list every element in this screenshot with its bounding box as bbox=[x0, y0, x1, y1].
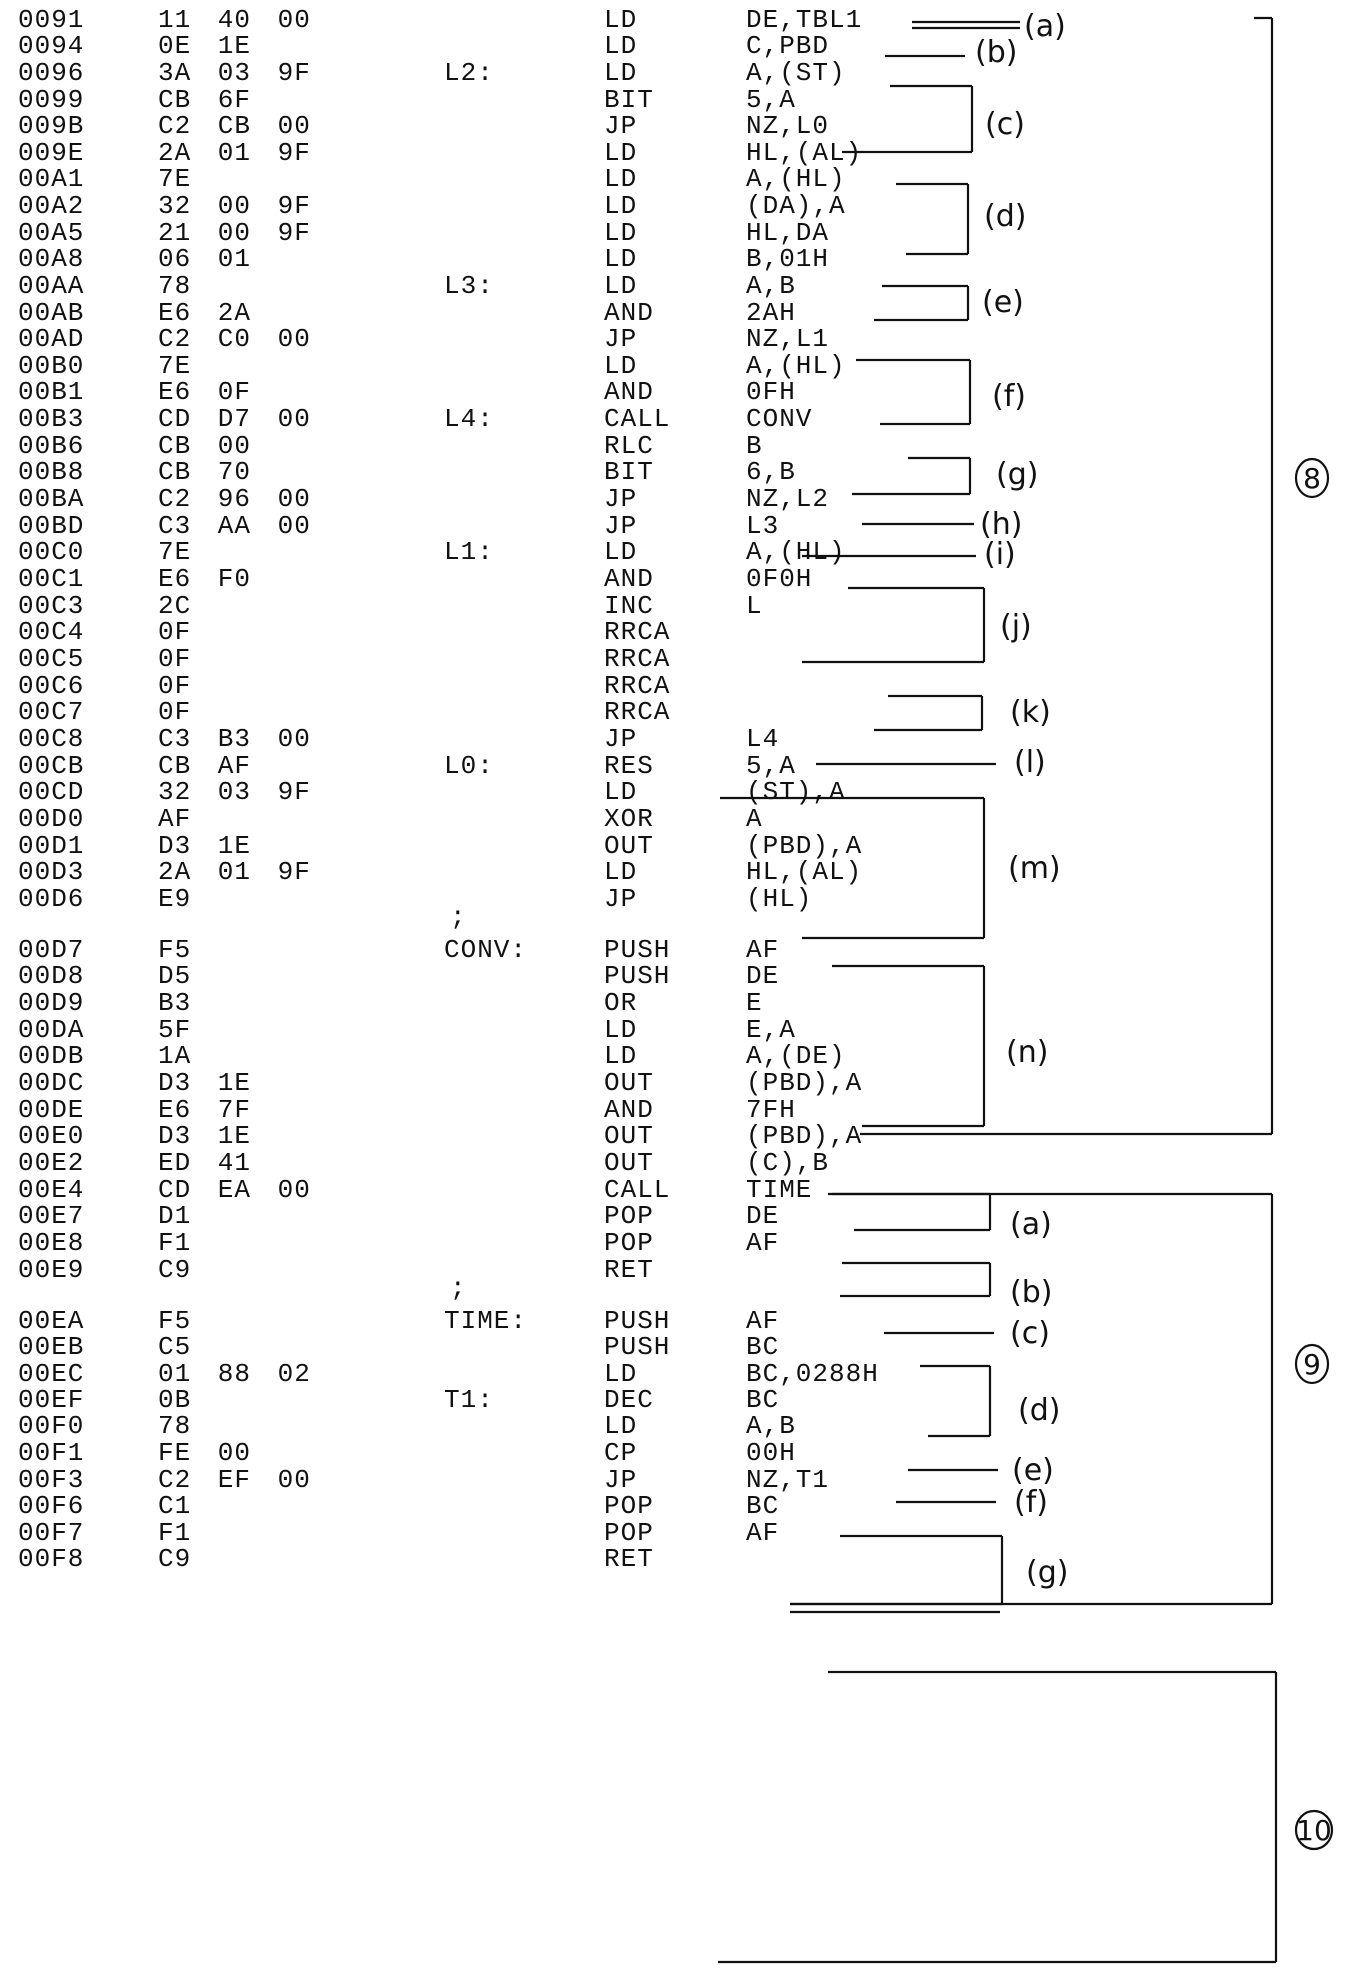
code-op: BIT bbox=[604, 457, 654, 487]
code-arg: A bbox=[746, 804, 763, 834]
annotation-label: (f) bbox=[992, 379, 1026, 414]
code-code: 06 01 bbox=[158, 244, 252, 274]
code-arg: DE bbox=[746, 1201, 780, 1231]
code-addr: 00DE bbox=[18, 1095, 85, 1125]
annotation-label: (g) bbox=[1026, 1555, 1069, 1590]
code-addr: 00E7 bbox=[18, 1201, 85, 1231]
code-addr: 00DA bbox=[18, 1015, 85, 1045]
code-arg: TIME bbox=[746, 1175, 813, 1205]
code-code: 32 03 9F bbox=[158, 777, 311, 807]
code-code: 21 00 9F bbox=[158, 218, 311, 248]
code-addr: 00F3 bbox=[18, 1465, 85, 1495]
annotation-label: (f) bbox=[1014, 1485, 1048, 1520]
code-op: LD bbox=[604, 5, 638, 35]
code-op: RLC bbox=[604, 431, 654, 461]
code-addr: 00D0 bbox=[18, 804, 85, 834]
code-op: LD bbox=[604, 58, 638, 88]
code-label: L4: bbox=[444, 404, 494, 434]
annotation-label: (d) bbox=[1018, 1393, 1061, 1428]
code-code: 2C bbox=[158, 591, 192, 621]
code-arg: 6,B bbox=[746, 457, 796, 487]
code-addr: 00C3 bbox=[18, 591, 85, 621]
code-addr: 00E2 bbox=[18, 1148, 85, 1178]
code-op: INC bbox=[604, 591, 654, 621]
annotation-label: (j) bbox=[1000, 609, 1032, 644]
code-code: CD D7 00 bbox=[158, 404, 311, 434]
code-label: TIME: bbox=[444, 1306, 528, 1336]
code-op: RRCA bbox=[604, 671, 671, 701]
code-addr: 00C8 bbox=[18, 724, 85, 754]
code-arg: BC bbox=[746, 1332, 780, 1362]
code-code: 0F bbox=[158, 644, 192, 674]
code-code: 11 40 00 bbox=[158, 5, 311, 35]
code-addr: 00F6 bbox=[18, 1491, 85, 1521]
code-arg: CONV bbox=[746, 404, 813, 434]
code-addr: 00D9 bbox=[18, 988, 85, 1018]
code-addr: 00F8 bbox=[18, 1544, 85, 1574]
code-arg: A,(HL) bbox=[746, 164, 846, 194]
code-addr: 009E bbox=[18, 138, 85, 168]
annotation-label: (e) bbox=[1012, 1453, 1054, 1488]
code-arg: A,(HL) bbox=[746, 351, 846, 381]
code-code: C3 B3 00 bbox=[158, 724, 311, 754]
code-addr: 00CB bbox=[18, 751, 85, 781]
code-code: E6 7F bbox=[158, 1095, 252, 1125]
code-addr: 00B8 bbox=[18, 457, 85, 487]
code-code: 3A 03 9F bbox=[158, 58, 311, 88]
code-code: CD EA 00 bbox=[158, 1175, 311, 1205]
code-arg: B,01H bbox=[746, 244, 830, 274]
code-addr: 00F7 bbox=[18, 1518, 85, 1548]
code-addr: 00B3 bbox=[18, 404, 85, 434]
code-code: FE 00 bbox=[158, 1438, 252, 1468]
code-arg: BC bbox=[746, 1385, 780, 1415]
code-addr: 00A2 bbox=[18, 191, 85, 221]
code-op: LD bbox=[604, 537, 638, 567]
code-op: LD bbox=[604, 218, 638, 248]
code-addr: 00BA bbox=[18, 484, 85, 514]
code-addr: 0091 bbox=[18, 5, 85, 35]
code-code: F1 bbox=[158, 1518, 192, 1548]
code-arg: L3 bbox=[746, 511, 780, 541]
code-code: F5 bbox=[158, 935, 192, 965]
code-op: POP bbox=[604, 1491, 654, 1521]
code-addr: 0094 bbox=[18, 31, 85, 61]
code-code: AF bbox=[158, 804, 192, 834]
code-code: C1 bbox=[158, 1491, 192, 1521]
block-number-10: 10 bbox=[1296, 1814, 1332, 1847]
code-addr: 00AD bbox=[18, 324, 85, 354]
code-addr: 00C5 bbox=[18, 644, 85, 674]
code-op: POP bbox=[604, 1201, 654, 1231]
code-addr: 00D6 bbox=[18, 884, 85, 914]
code-op: PUSH bbox=[604, 1332, 671, 1362]
code-arg: 0F0H bbox=[746, 564, 813, 594]
code-op: LD bbox=[604, 1359, 638, 1389]
code-addr: 009B bbox=[18, 111, 85, 141]
annotation-label: (b) bbox=[975, 35, 1018, 70]
code-code: ED 41 bbox=[158, 1148, 252, 1178]
code-code: C2 CB 00 bbox=[158, 111, 311, 141]
code-op: AND bbox=[604, 564, 654, 594]
block-number-9: 9 bbox=[1303, 1348, 1321, 1381]
code-code: 7E bbox=[158, 537, 192, 567]
code-op: OUT bbox=[604, 1068, 654, 1098]
code-op: JP bbox=[604, 1465, 638, 1495]
code-label: L0: bbox=[444, 751, 494, 781]
code-addr: 00CD bbox=[18, 777, 85, 807]
code-addr: 00C0 bbox=[18, 537, 85, 567]
code-code: C2 96 00 bbox=[158, 484, 311, 514]
annotation-label: (a) bbox=[1024, 9, 1066, 44]
code-addr: 00E8 bbox=[18, 1228, 85, 1258]
code-addr: 00BD bbox=[18, 511, 85, 541]
code-addr: 00C1 bbox=[18, 564, 85, 594]
code-label: L3: bbox=[444, 271, 494, 301]
annotation-label: (k) bbox=[1010, 695, 1051, 730]
annotation-label: (g) bbox=[996, 457, 1039, 492]
code-addr: 0099 bbox=[18, 85, 85, 115]
code-code: CB 6F bbox=[158, 85, 252, 115]
code-code: B3 bbox=[158, 988, 192, 1018]
code-op: XOR bbox=[604, 804, 654, 834]
code-code: F5 bbox=[158, 1306, 192, 1336]
code-op: POP bbox=[604, 1518, 654, 1548]
code-op: RET bbox=[604, 1255, 654, 1285]
code-code: 2A 01 9F bbox=[158, 857, 311, 887]
code-arg: (PBD),A bbox=[746, 1068, 863, 1098]
code-addr: 00C7 bbox=[18, 697, 85, 727]
code-op: RET bbox=[604, 1544, 654, 1574]
code-arg: A,B bbox=[746, 1411, 796, 1441]
code-addr: 00F1 bbox=[18, 1438, 85, 1468]
code-addr: 00E4 bbox=[18, 1175, 85, 1205]
code-addr: 00C4 bbox=[18, 617, 85, 647]
code-code: C5 bbox=[158, 1332, 192, 1362]
annotation-label: (c) bbox=[1010, 1316, 1050, 1351]
code-op: LD bbox=[604, 1411, 638, 1441]
code-addr: 00A1 bbox=[18, 164, 85, 194]
code-op: LD bbox=[604, 138, 638, 168]
annotation-label: (d) bbox=[984, 199, 1027, 234]
code-code: E6 0F bbox=[158, 377, 252, 407]
code-op: POP bbox=[604, 1228, 654, 1258]
code-op: LD bbox=[604, 31, 638, 61]
code-label: L1: bbox=[444, 537, 494, 567]
code-arg: 2AH bbox=[746, 298, 796, 328]
code-addr: 00D8 bbox=[18, 961, 85, 991]
code-code: D1 bbox=[158, 1201, 192, 1231]
code-op: CP bbox=[604, 1438, 638, 1468]
code-code: C2 C0 00 bbox=[158, 324, 311, 354]
code-code: CB 00 bbox=[158, 431, 252, 461]
section-separator: ; bbox=[450, 902, 466, 932]
code-op: LD bbox=[604, 777, 638, 807]
code-op: AND bbox=[604, 1095, 654, 1125]
code-label: CONV: bbox=[444, 935, 528, 965]
annotation-label: (c) bbox=[985, 107, 1025, 142]
code-arg: 7FH bbox=[746, 1095, 796, 1125]
code-arg: (DA),A bbox=[746, 191, 846, 221]
code-addr: 00B6 bbox=[18, 431, 85, 461]
code-arg: (PBD),A bbox=[746, 831, 863, 861]
code-code: 7E bbox=[158, 351, 192, 381]
code-op: LD bbox=[604, 271, 638, 301]
code-code: 78 bbox=[158, 271, 192, 301]
code-addr: 00A5 bbox=[18, 218, 85, 248]
code-arg: HL,(AL) bbox=[746, 138, 863, 168]
annotation-label: (m) bbox=[1008, 851, 1061, 886]
code-code: C9 bbox=[158, 1544, 192, 1574]
code-code: C9 bbox=[158, 1255, 192, 1285]
code-op: CALL bbox=[604, 1175, 671, 1205]
code-addr: 00B0 bbox=[18, 351, 85, 381]
code-arg: NZ,L0 bbox=[746, 111, 830, 141]
code-code: E6 F0 bbox=[158, 564, 252, 594]
code-arg: E,A bbox=[746, 1015, 796, 1045]
code-code: C3 AA 00 bbox=[158, 511, 311, 541]
code-arg: AF bbox=[746, 935, 780, 965]
code-op: LD bbox=[604, 244, 638, 274]
code-addr: 00EC bbox=[18, 1359, 85, 1389]
code-op: BIT bbox=[604, 85, 654, 115]
code-addr: 0096 bbox=[18, 58, 85, 88]
code-code: 32 00 9F bbox=[158, 191, 311, 221]
code-arg: B bbox=[746, 431, 763, 461]
code-op: JP bbox=[604, 324, 638, 354]
code-code: CB AF bbox=[158, 751, 252, 781]
code-op: RRCA bbox=[604, 697, 671, 727]
code-addr: 00D1 bbox=[18, 831, 85, 861]
code-op: OR bbox=[604, 988, 638, 1018]
code-code: D3 1E bbox=[158, 1121, 252, 1151]
code-arg: (PBD),A bbox=[746, 1121, 863, 1151]
code-arg: DE,TBL1 bbox=[746, 5, 863, 35]
code-arg: A,(HL) bbox=[746, 537, 846, 567]
code-op: PUSH bbox=[604, 935, 671, 965]
code-addr: 00DC bbox=[18, 1068, 85, 1098]
code-op: RRCA bbox=[604, 644, 671, 674]
code-code: D3 1E bbox=[158, 1068, 252, 1098]
code-op: JP bbox=[604, 484, 638, 514]
code-op: OUT bbox=[604, 1121, 654, 1151]
code-code: 0F bbox=[158, 697, 192, 727]
code-addr: 00EA bbox=[18, 1306, 85, 1336]
code-code: D5 bbox=[158, 961, 192, 991]
code-arg: AF bbox=[746, 1306, 780, 1336]
code-code: 0F bbox=[158, 617, 192, 647]
code-arg: AF bbox=[746, 1228, 780, 1258]
code-arg: (ST),A bbox=[746, 777, 846, 807]
code-code: 5F bbox=[158, 1015, 192, 1045]
code-arg: NZ,L2 bbox=[746, 484, 830, 514]
code-op: CALL bbox=[604, 404, 671, 434]
code-arg: 5,A bbox=[746, 85, 796, 115]
code-code: 01 88 02 bbox=[158, 1359, 311, 1389]
code-arg: A,(ST) bbox=[746, 58, 846, 88]
code-arg: L bbox=[746, 591, 763, 621]
annotation-label: (i) bbox=[984, 537, 1016, 572]
code-op: PUSH bbox=[604, 961, 671, 991]
code-op: RES bbox=[604, 751, 654, 781]
code-op: PUSH bbox=[604, 1306, 671, 1336]
code-addr: 00A8 bbox=[18, 244, 85, 274]
code-addr: 00E9 bbox=[18, 1255, 85, 1285]
code-label: L2: bbox=[444, 58, 494, 88]
code-addr: 00EF bbox=[18, 1385, 85, 1415]
code-arg: 5,A bbox=[746, 751, 796, 781]
code-op: AND bbox=[604, 298, 654, 328]
code-addr: 00D3 bbox=[18, 857, 85, 887]
code-addr: 00EB bbox=[18, 1332, 85, 1362]
code-arg: BC bbox=[746, 1491, 780, 1521]
code-op: JP bbox=[604, 111, 638, 141]
code-op: OUT bbox=[604, 831, 654, 861]
section-separator: ; bbox=[450, 1273, 466, 1303]
code-arg: C,PBD bbox=[746, 31, 830, 61]
code-op: LD bbox=[604, 1015, 638, 1045]
code-arg: AF bbox=[746, 1518, 780, 1548]
code-code: F1 bbox=[158, 1228, 192, 1258]
code-code: CB 70 bbox=[158, 457, 252, 487]
code-label: T1: bbox=[444, 1385, 494, 1415]
code-addr: 00E0 bbox=[18, 1121, 85, 1151]
code-arg: (C),B bbox=[746, 1148, 830, 1178]
code-arg: L4 bbox=[746, 724, 780, 754]
code-code: 0B bbox=[158, 1385, 192, 1415]
annotation-label: (e) bbox=[982, 285, 1024, 320]
annotation-label: (l) bbox=[1014, 745, 1046, 780]
code-op: LD bbox=[604, 191, 638, 221]
annotation-label: (h) bbox=[980, 507, 1023, 542]
code-arg: A,(DE) bbox=[746, 1041, 846, 1071]
code-arg: BC,0288H bbox=[746, 1359, 879, 1389]
code-arg: E bbox=[746, 988, 763, 1018]
code-op: LD bbox=[604, 351, 638, 381]
code-addr: 00AB bbox=[18, 298, 85, 328]
code-code: 0E 1E bbox=[158, 31, 252, 61]
code-code: 0F bbox=[158, 671, 192, 701]
code-code: E6 2A bbox=[158, 298, 252, 328]
code-op: RRCA bbox=[604, 617, 671, 647]
code-code: E9 bbox=[158, 884, 192, 914]
annotation-label: (a) bbox=[1010, 1207, 1052, 1242]
code-code: 1A bbox=[158, 1041, 192, 1071]
code-arg: 0FH bbox=[746, 377, 796, 407]
code-op: LD bbox=[604, 1041, 638, 1071]
block-number-8: 8 bbox=[1303, 462, 1321, 495]
code-op: JP bbox=[604, 724, 638, 754]
code-op: LD bbox=[604, 857, 638, 887]
code-arg: HL,DA bbox=[746, 218, 830, 248]
code-addr: 00DB bbox=[18, 1041, 85, 1071]
code-arg: HL,(AL) bbox=[746, 857, 863, 887]
code-op: JP bbox=[604, 511, 638, 541]
code-op: AND bbox=[604, 377, 654, 407]
code-addr: 00C6 bbox=[18, 671, 85, 701]
code-arg: NZ,L1 bbox=[746, 324, 830, 354]
code-op: OUT bbox=[604, 1148, 654, 1178]
annotation-label: (n) bbox=[1006, 1035, 1049, 1070]
code-op: JP bbox=[604, 884, 638, 914]
code-code: 7E bbox=[158, 164, 192, 194]
code-addr: 00F0 bbox=[18, 1411, 85, 1441]
code-op: DEC bbox=[604, 1385, 654, 1415]
code-addr: 00AA bbox=[18, 271, 85, 301]
code-arg: (HL) bbox=[746, 884, 813, 914]
code-code: C2 EF 00 bbox=[158, 1465, 311, 1495]
code-arg: 00H bbox=[746, 1438, 796, 1468]
code-code: D3 1E bbox=[158, 831, 252, 861]
code-code: 78 bbox=[158, 1411, 192, 1441]
code-code: 2A 01 9F bbox=[158, 138, 311, 168]
code-arg: NZ,T1 bbox=[746, 1465, 830, 1495]
code-op: LD bbox=[604, 164, 638, 194]
code-addr: 00D7 bbox=[18, 935, 85, 965]
code-addr: 00B1 bbox=[18, 377, 85, 407]
annotation-label: (b) bbox=[1010, 1275, 1053, 1310]
code-arg: A,B bbox=[746, 271, 796, 301]
code-arg: DE bbox=[746, 961, 780, 991]
